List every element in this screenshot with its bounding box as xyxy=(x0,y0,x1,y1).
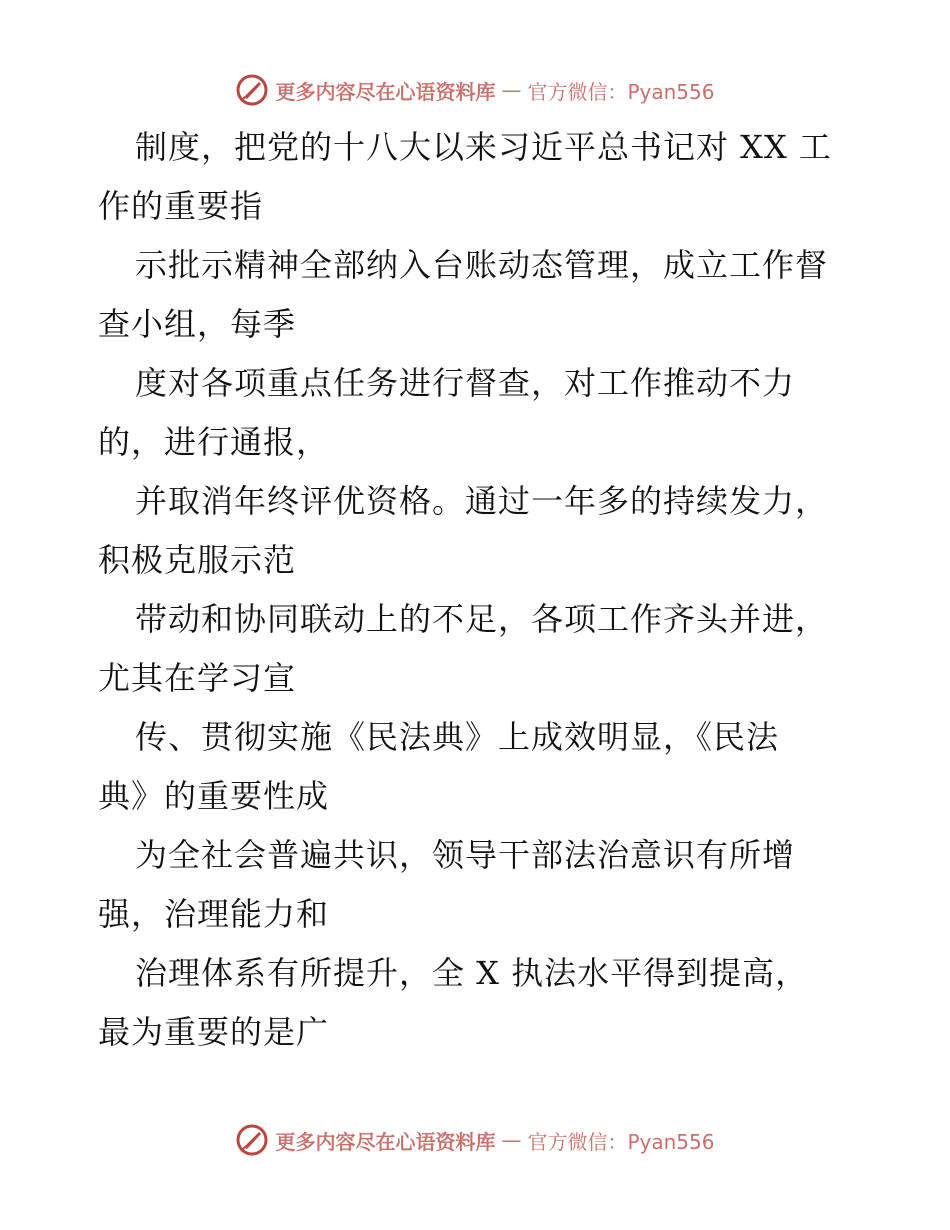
banner-wechat: 官方微信：Pyan556 xyxy=(527,79,715,104)
banner-title: 更多内容尽在心语资料库 xyxy=(275,1129,496,1154)
text-line: 治理体系有所提升，全 X 执法水平得到提高， xyxy=(135,954,809,992)
quill-logo-icon xyxy=(235,1123,269,1157)
text-line: 制度，把党的十八大以来习近平总书记对 XX 工 xyxy=(135,128,832,166)
text-line: 的，进行通报， xyxy=(98,423,330,461)
quill-logo-icon xyxy=(235,73,269,107)
text-line: 作的重要指 xyxy=(98,187,264,225)
banner-wechat: 官方微信：Pyan556 xyxy=(527,1129,715,1154)
document-body xyxy=(98,118,888,1062)
text-line: 积极克服示范 xyxy=(98,541,297,579)
text-line: 查小组，每季 xyxy=(98,305,297,343)
banner-separator: — xyxy=(501,1128,522,1152)
text-line: 度对各项重点任务进行督查，对工作推动不力 xyxy=(135,364,796,402)
banner-separator: — xyxy=(501,78,522,102)
text-line: 带动和协同联动上的不足，各项工作齐头并进， xyxy=(135,600,829,638)
header-banner xyxy=(0,70,950,110)
banner-title: 更多内容尽在心语资料库 xyxy=(275,79,496,104)
text-line: 典》的重要性成 xyxy=(98,777,330,815)
text-line: 强，治理能力和 xyxy=(98,895,330,933)
text-line: 传、贯彻实施《民法典》上成效明显，《民法 xyxy=(135,718,780,756)
text-line: 尤其在学习宣 xyxy=(98,659,297,697)
text-line: 为全社会普遍共识，领导干部法治意识有所增 xyxy=(135,836,796,874)
text-line: 示批示精神全部纳入台账动态管理，成立工作督 xyxy=(135,246,829,284)
text-line: 最为重要的是广 xyxy=(98,1013,330,1051)
footer-banner xyxy=(0,1120,950,1160)
text-line: 并取消年终评优资格。通过一年多的持续发力， xyxy=(135,482,829,520)
